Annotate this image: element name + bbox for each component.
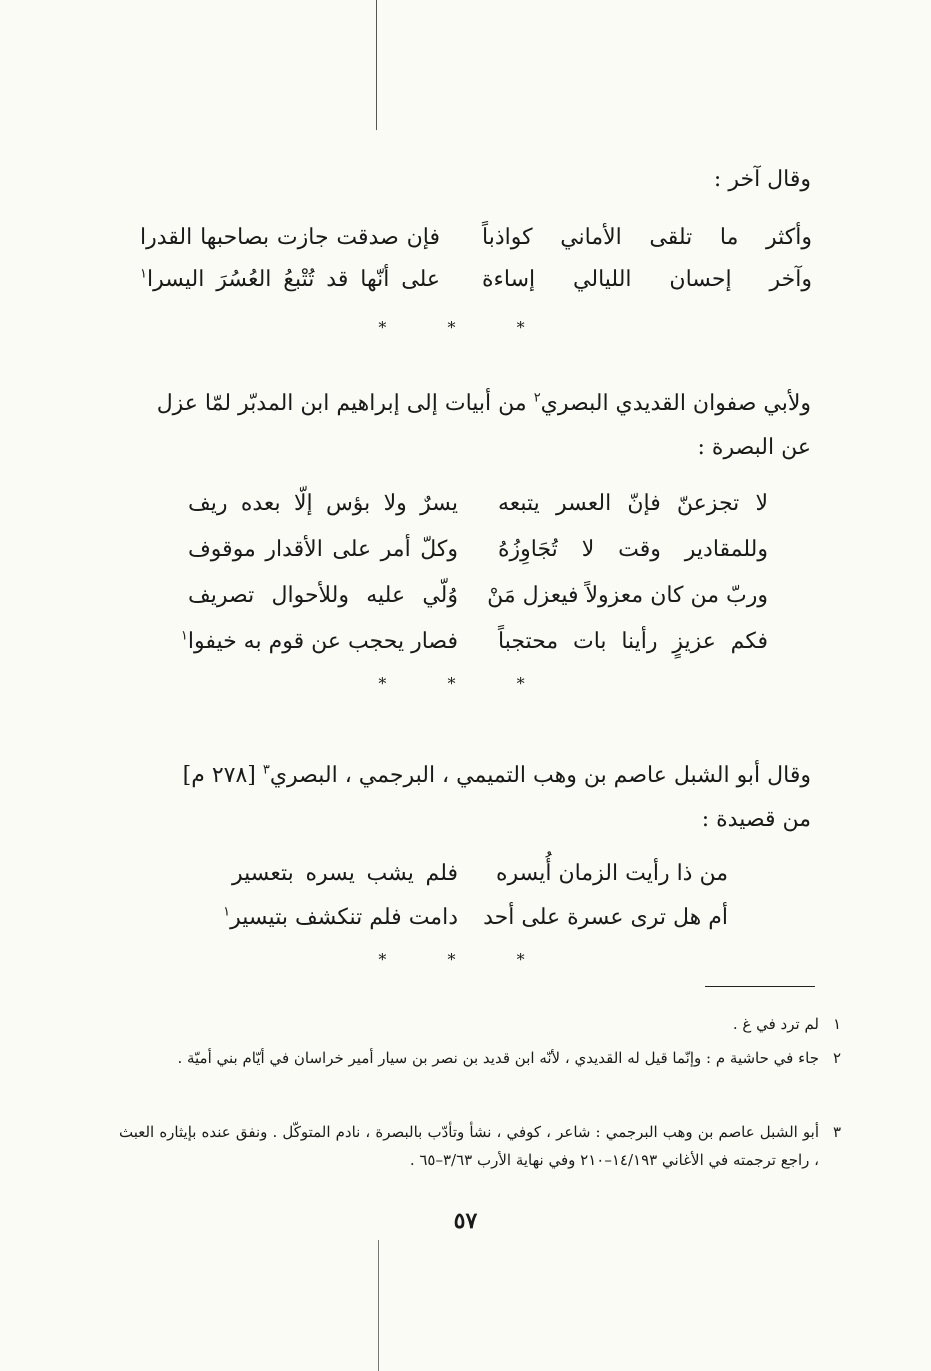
section1-intro: وقال آخر :: [713, 167, 811, 192]
verse-ajuz: فلم يشب يسره بتعسير: [232, 861, 458, 886]
verse-ajuz: دامت فلم تنكشف بتيسير$^١$: [223, 904, 458, 930]
verse-line: [223, 898, 728, 938]
verse-ajuz: فإن صدقت جازت بصاحبها القدرا: [140, 225, 440, 250]
page-fold-line: [376, 0, 377, 130]
footnote-number: ٣: [832, 1123, 841, 1141]
verse-line: [188, 530, 768, 570]
verse-ajuz: وُلّي عليه وللأحوال تصريف: [188, 583, 458, 608]
footnote-text: جاء في حاشية م : وإنّما قيل له القديدي ، لأنّه ابن قديد بن نصر بن سيار أمير خراسان في أيّام بني أميّة .: [177, 1049, 819, 1067]
page-fold-line-bottom: [378, 1240, 379, 1371]
verse-sadr: أم هل ترى عسرة على أحد: [483, 905, 728, 930]
verse-line: [140, 218, 812, 258]
verse-line: [188, 576, 768, 616]
verse-line: [180, 622, 768, 662]
section3-intro: وقال أبو الشبل عاصم بن وهب التميمي ، البرجمي ، البصري$^٣$ [٢٧٨ م] من قصيدة :: [182, 762, 811, 832]
page-number: ٥٧: [453, 1208, 478, 1234]
verse-ajuz: فصار يحجب عن قوم به خيفوا$^١$: [180, 628, 458, 654]
verse-sadr: لا تجزعنّ فإنّ العسر يتبعه: [498, 491, 768, 516]
footnote-1: [119, 1010, 841, 1038]
verse-sadr: وربّ من كان معزولاً فيعزل مَنْ: [487, 583, 768, 608]
footnote-text: لم ترد في غ .: [732, 1015, 819, 1033]
verse-line: [232, 854, 728, 894]
verse-sadr: وأكثر ما تلقى الأماني كواذباً: [482, 225, 812, 250]
verse-sadr: وللمقادير وقت لا تُجَاوِزُهُ: [498, 537, 768, 562]
verse-line: [188, 484, 768, 524]
footnote-2: [119, 1044, 841, 1072]
footnote-number: ١: [832, 1015, 841, 1033]
verse-ajuz: وكلّ أمر على الأقدار موقوف: [188, 537, 458, 562]
verse-sadr: من ذا رأيت الزمان أُيسره: [496, 861, 728, 886]
section-separator: * * *: [378, 674, 553, 693]
section-separator: * * *: [378, 950, 553, 969]
footnote-rule: [705, 986, 815, 987]
verse-line: [140, 260, 812, 300]
section-separator: * * *: [378, 318, 553, 337]
footnote-3: [119, 1118, 841, 1174]
verse-ajuz: على أنّها قد تُتْبعُ العُسُرَ اليسرا$^١$: [140, 266, 440, 292]
section2-intro: ولأبي صفوان القديدي البصري$^٢$ من أبيات إلى إبراهيم ابن المدبّر لمّا عزل عن البصرة :: [156, 390, 811, 460]
footnote-number: ٢: [832, 1049, 841, 1067]
verse-ajuz: يسرٌ ولا بؤس إلّا بعده ريف: [188, 491, 458, 516]
verse-sadr: فكم عزيزٍ رأينا بات محتجباً: [498, 629, 768, 654]
footnote-text: أبو الشبل عاصم بن وهب البرجمي : شاعر ، كوفي ، نشأ وتأدّب بالبصرة ، نادم المتوكّل . ونفق عنده بإيثاره العبث ، راجع ترجمته في الأغاني ١٤/١٩٣–٢١٠ وفي نهاية الأرب ٣/٦٣–٦٥ .: [119, 1123, 819, 1169]
verse-sadr: وآخر إحسان الليالي إساءة: [482, 267, 812, 292]
